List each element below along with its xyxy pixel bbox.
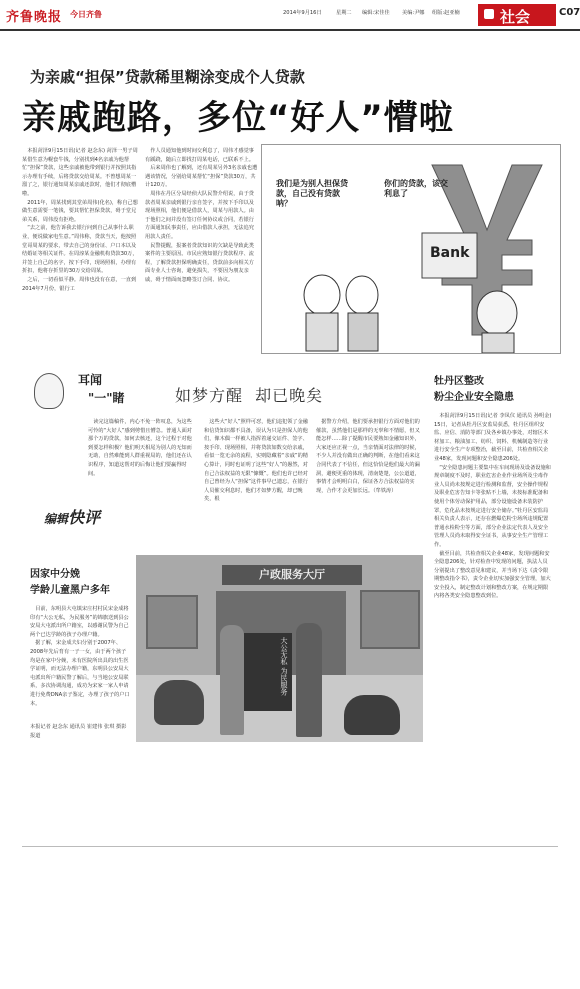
commentary-title: 如梦方醒 却已晚矣: [175, 386, 324, 405]
person-left: [220, 625, 244, 735]
section-badge: [478, 4, 556, 26]
commentary-tag: [44, 505, 100, 528]
lead-paragraph: 作人员通知他到时间交利息了，周伟才感觉事有蹊跷，随后立即找打周某电话，已联系不上。: [145, 148, 254, 163]
masthead-artist: 美编:尹娜: [402, 10, 425, 16]
motorbike-left: [154, 680, 204, 725]
missing-body: [30, 605, 130, 725]
safety-paragraph: 本报菏泽9月15日讯(记者 李凤仪 通讯员 孙明金) 15日，记者从牡丹区安监局获悉，牡丹区组织安监、应信、消防等部门及各乡镇办事处，对辖区木材加工、粮油加工、纺织、饲料、机械制造等行业进行安全生产专项整治，截至目前，共检查相关企业48家，发现问题和安全隐患206处。: [434, 413, 552, 462]
safety-headline-2: 粉尘企业安全隐患: [434, 392, 514, 403]
lead-paragraph: 本报菏泽9月15日讯(记者 赵念东) 菏泽一男子周某借生意为幌套牛钱，分别找到4名亲戚为他帮忙“担保”贷款，这些亲戚被他带到银行并按照其指示办理有手续，后将贷款交给周某。不曾想周某一溜了之，银行通知周某亲戚还款时，他们才彻底懵啦。: [22, 148, 138, 197]
yen-sign-illustration: [262, 145, 560, 353]
lead-kicker: 为亲戚“担保”贷款稀里糊涂变成个人贷款: [30, 68, 305, 86]
page-number: C07: [559, 7, 580, 18]
page-bottom-rule: [22, 846, 558, 847]
safety-body: [434, 412, 552, 837]
cartoon-illustration: [261, 144, 561, 354]
safety-paragraph: 截至目前，共检查相关企业48家，发现问题和安全隐患206处，针对检查中发现的问题，执法人员分别提出了整改意见和建议，并当场下达《责令限期整改指令书》，责令企业切实加强安全管理，加大安全投入，制定整改计划和整改方案，在规定期限内将各类安全隐患整改到位。: [434, 550, 551, 600]
masthead-weekday: 星期二: [336, 10, 352, 16]
station-sign: 户政服务大厅: [222, 565, 362, 585]
missing-paragraph: 据了解，宋金成夫妇分别于2007年、2008年先后育有一子一女，由于两个孩子均是在家中分娩，未有医院所出具的出生医学证明，而无法办理户籍，东明县公安局大屯派出所户籍民警了解后，与当地公安局联系，多次协调沟通，成功为宋家一家人申请进行免费DNA亲子鉴定，办理了孩子的户口本。: [30, 640, 130, 707]
safety-paragraph: “安全隐患问题主要集中在车间现场及设备设施和规章制度不及时，职业危害企业作业场所及尘毒作业人员尚未按规定进行检测和监督，安全操作规程及职业危害告知卡等张贴不上墙，未按标准配备和使用个体劳动保护用品，部分设施设备未装防护罩，危化品未按规定进行安全储存。”牡丹区安监局相关负责人表示，还存在燃爆危粉尘场所违规配置普通水检粉尘等方面，部分企业法定代表人及安全管理人员尚未取得安全证书，从事安全生产管理工作。: [434, 464, 551, 548]
missing-headline-2: 学龄儿童黑户多年: [30, 585, 110, 596]
paper-logo: 齐鲁晚报: [6, 10, 63, 25]
commentary-column-3: 据警方介绍，他们要承担银行方面对他们的催款，虽然他们是那样的无辜和不情愿，但又能怎样……除了提醒市民要熟知金融知识外，大家还应正视一点，当亲情面对法律的时候，不少人并没有做出正确的判断，在他们看来这合同代表了不信任，但这恰恰是他们最大的漏洞，避便更重的体现，清南楚楚，公公道道，事情才会明明白白，保证各方合法权益的实现，合作才会更加长远。（牟铁涛）: [316, 419, 420, 494]
tick-icon: [484, 9, 494, 19]
news-photo: [136, 555, 423, 742]
lead-column-2: [145, 147, 258, 359]
missing-byline: 本报记者 赵念东 通讯员 崔建伟 张琪 摄影报道: [30, 724, 127, 739]
window-right: [360, 590, 420, 649]
missing-headline-1: 因家中分娩: [30, 569, 80, 580]
column-name-1: 耳闻: [78, 373, 103, 387]
commentary-tag-2: 快评: [68, 508, 101, 527]
commentary-column-1: 读完这篇稿件，内心不免一阵叹息，为这些可怜的“大好人”感到剪惜且懵急。普通人面对那个万的贷款，如何去核还，这个过程于对他到要怎样积极？他们明天相尾为别人的无知而无助，自然难能到人群重视局的，他们还在认识程序，知道这帮对的后悔让他们要赢得时间。: [88, 419, 192, 477]
window-left: [146, 595, 198, 649]
bank-sign: Bank: [430, 245, 470, 261]
person-right: [296, 623, 322, 737]
masthead-editor: 编辑:宋佳佳: [362, 10, 390, 16]
column-name-2: "一"睹: [88, 391, 125, 405]
lead-column-1: [22, 147, 138, 359]
lead-headline: 亲戚跑路，多位“好人”懵啦: [22, 98, 454, 138]
lead-paragraph: 2011年，周某找到其堂弟周伟(化名)，称自己想做生意需要一笔钱，要其帮忙担保贷款，碍于堂兄弟关系，周伟没有拒绝。: [22, 199, 138, 223]
masthead-proofreader: 组版:赵亚楠: [432, 10, 460, 16]
safety-headline-1: 牡丹区整改: [434, 376, 484, 387]
commentator-avatar: [34, 373, 64, 409]
lead-paragraph: 周伟在丹区分局经侦大队民警介绍说，由于贷款者周某亲戚到银行亲自签字，并按下手印以及现场照相，他们便是借款人，周某与用款人。由于他们之间并没有签订任何协议或合同，若银行方面通知民事责任，应由借款人承担，无法追究用款人责任。: [145, 190, 254, 240]
lead-paragraph: “去之前，他告诉我去银行问到自己从事什么职业，便说做家电生意。”周伟称，贷款当天，他按照堂哥周某的要求，带去自己的身份证、户口本以及结婚证等相关证件。在周淳某金融机构贷款30万，并签上自己的名字，按下手印，现场照相，办理有折扣，他将存折里的30万交给周某。: [22, 225, 138, 275]
missing-paragraph: 目前，东明县大屯镇宋庄村村民宋金成将印有“大公无私，为民服务”的锦旗送到县公安局大屯派出所户籍室，以感谢民警为自己两个已达学龄的孩子办理户籍。: [30, 606, 129, 638]
masthead-rule: [0, 29, 580, 31]
section-tag: 今日齐鲁: [70, 10, 102, 19]
commentary-column-2: 这些大“好人”照样可怼，他们违犯领了金融和信贷知识都不具备，误认为只是担保人的他们，像木偶一样被人指挥着递交证件、签字、按手印、现场照相，并将贷款如数交给亲戚，看似一览无余的流程，实则隐藏着“亲戚”的精心算计，同时也证明了这些“好人”的愚然，对自己合法权益的无限“慷慨”。他们也许已经对自己曾经为人“担保”这件事早已遗忘，在银行人员催交利息时，他们才如梦方醒，却已晚矣，根: [204, 419, 308, 503]
honor-banner: 大公无私 为民服务: [244, 633, 292, 711]
lead-paragraph: 民警提醒，报案者贷款知识的欠缺是导致此类案件的主要原因。市民应熟知银行贷款程序、流程，了解贷款担保明确责任，贷款前多向相关方面专业人士咨询，避免损失，不要因为朋友亲戚，碍于情面而忽略签订合同、协议。: [145, 242, 254, 283]
section-name: 社会: [500, 8, 531, 26]
speech-bubble-right: 你们的贷款，该交利息了: [384, 179, 448, 198]
lead-paragraph: 后来周伟也了解到，还有周某另外3名亲戚也遭遇该情况，分别给周某帮忙“担保”贷款30万，共计120万。: [145, 165, 258, 189]
masthead-date: 2014年9月16日: [283, 10, 322, 16]
motorbike-right: [344, 695, 400, 735]
speech-bubble-left: 我们是为别人担保贷款，自己没有贷款呐？: [276, 179, 348, 208]
lead-paragraph: 之后，一切看似平静。周伟也没有在意，一直到2014年7月份，银行工: [22, 276, 137, 292]
masthead: [0, 0, 580, 30]
commentary-tag-1: 编辑: [44, 512, 69, 526]
